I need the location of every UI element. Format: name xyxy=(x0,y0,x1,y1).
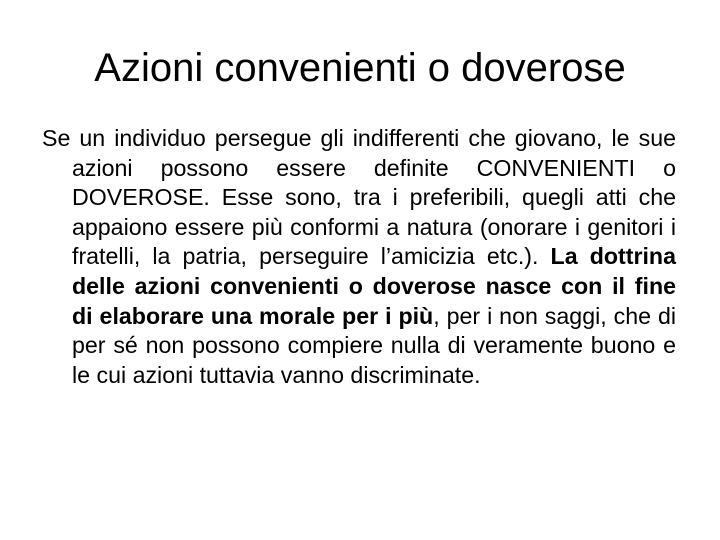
slide-title: Azioni convenienti o doverose xyxy=(94,46,626,90)
paragraph-text-conclusion: , per i non saggi, che di per sé non possono compiere nulla di veramente buono e le cui azioni tuttavia vanno discriminate. xyxy=(72,302,676,388)
slide-body xyxy=(42,124,676,390)
paragraph-text-bold: La dottrina delle azioni convenienti o doverose nasce con il fine di elaborare una morale per i più xyxy=(72,243,676,329)
paragraph-text-intro: Se un individuo persegue gli indifferenti che giovano, le sue azioni possono essere definite CONVENIENTI o DOVEROSE. Esse sono, tra i preferibili, quegli atti che appaiono essere più conformi a natura (onorare i genitori i fratelli, la patria, perseguire l’amicizia etc.). xyxy=(42,125,676,270)
body-paragraph xyxy=(42,124,676,390)
